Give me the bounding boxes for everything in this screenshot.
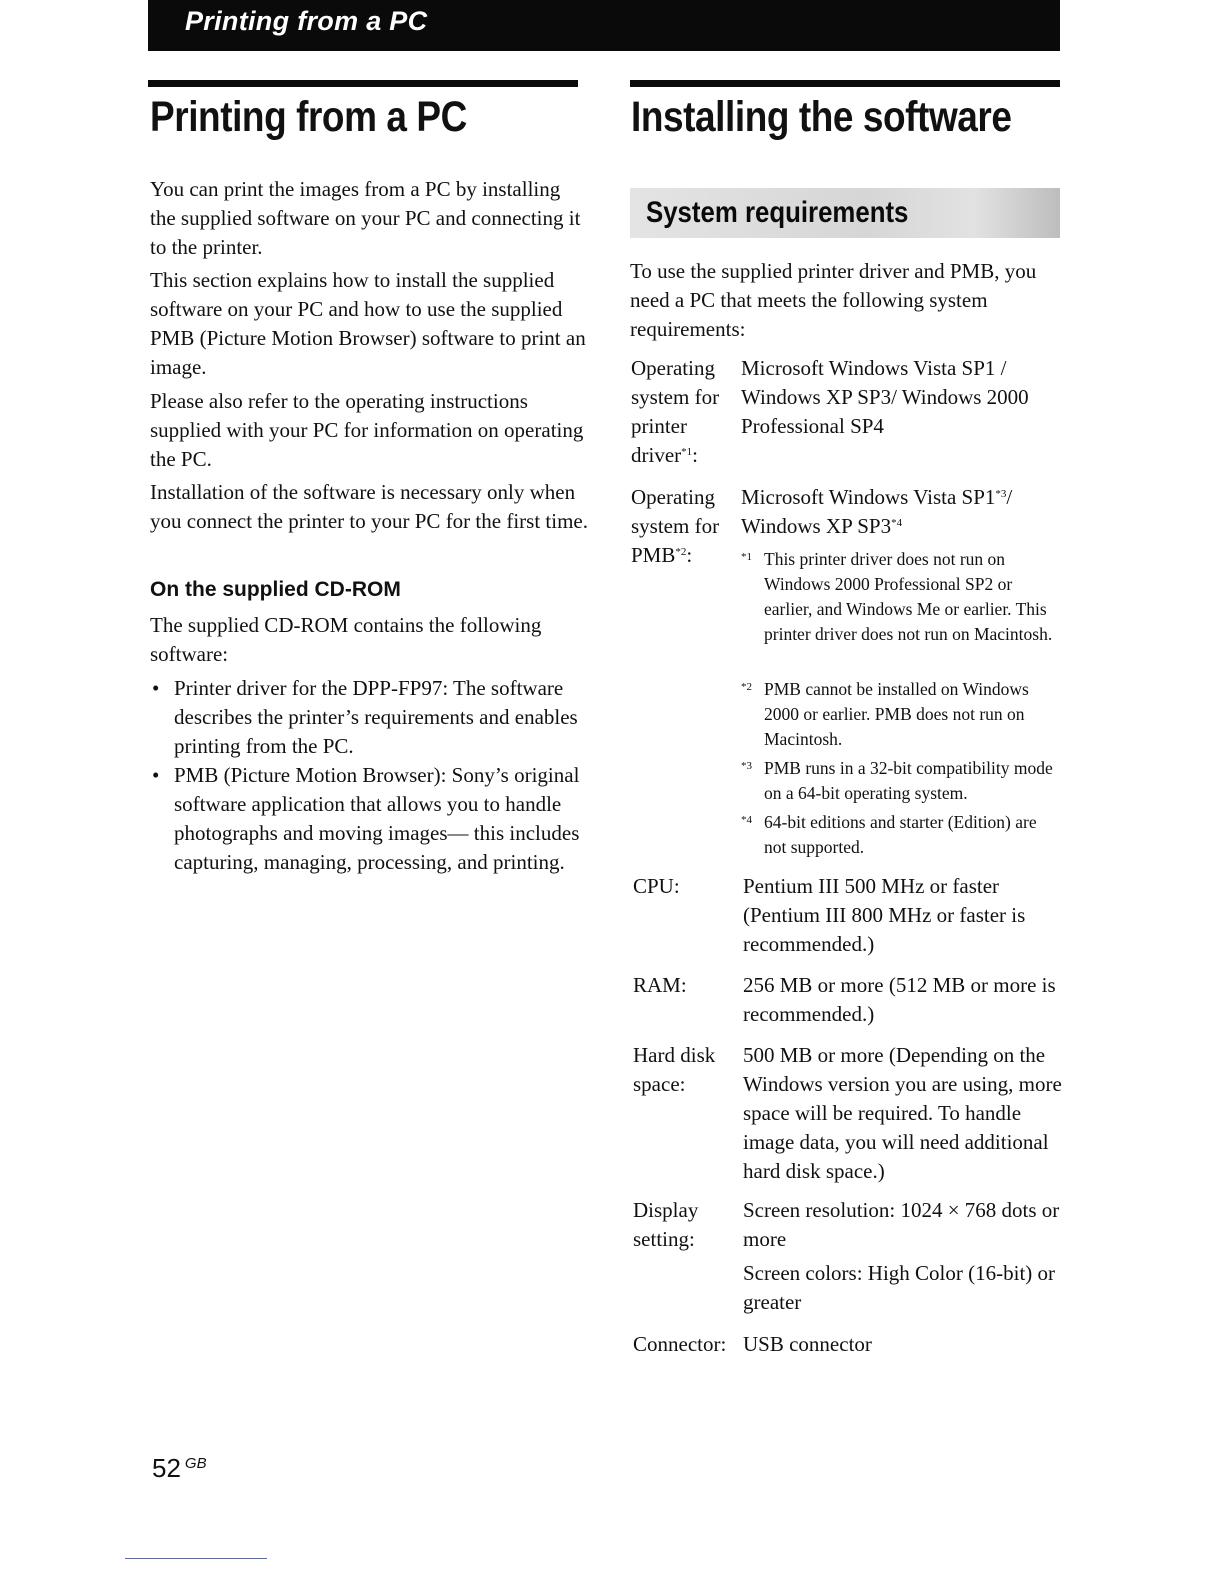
page-number: 52 $^{GB}$	[152, 1453, 207, 1483]
display-resolution-value: Screen resolution: 1024 × 768 dots or more	[743, 1198, 1060, 1251]
right-page-title: Installing the software	[631, 93, 1012, 141]
os-pmb-label: Operating system for PMB$^{*2}$:	[631, 485, 720, 567]
ram-label: RAM:	[633, 973, 687, 997]
connector-value: USB connector	[743, 1332, 872, 1356]
list-item-pmb: • PMB (Picture Motion Browser): Sony’s original software application that allows you to handle photographs and moving images— this includes capturing, managing, processing, and printing.	[150, 761, 590, 877]
requirements-intro: To use the supplied printer driver and PMB, you need a PC that meets the following system requirements:	[630, 259, 1037, 341]
left-page-title: Printing from a PC	[150, 93, 467, 141]
footnote-2: *2 PMB cannot be installed on Windows 2000 or earlier. PMB does not run on Macintosh.	[741, 679, 1029, 749]
right-heading-rule	[630, 80, 1060, 87]
disk-label: Hard disk space:	[633, 1043, 716, 1096]
cdrom-subheading: On the supplied CD-ROM	[150, 578, 401, 601]
display-label: Display setting:	[633, 1198, 699, 1251]
connector-label: Connector:	[633, 1332, 727, 1356]
intro-paragraph-3: Please also refer to the operating instructions supplied with your PC for information on operating the PC.	[150, 389, 584, 471]
disk-value: 500 MB or more (Depending on the Windows version you are using, more space will be required. To handle image data, you will need additional hard disk space.)	[743, 1043, 1062, 1183]
region-code: GB	[184, 1455, 207, 1472]
cpu-value: Pentium III 500 MHz or faster (Pentium III 800 MHz or faster is recommended.)	[743, 874, 1026, 956]
intro-paragraph-2: This section explains how to install the supplied software on your PC and how to use the supplied PMB (Picture Motion Browser) software to print an image.	[150, 268, 586, 379]
cdrom-intro: The supplied CD-ROM contains the following software:	[150, 613, 542, 666]
section-header-title: Printing from a PC	[185, 6, 428, 36]
os-driver-value: Microsoft Windows Vista SP1 / Windows XP SP3/ Windows 2000 Professional SP4	[741, 356, 1029, 438]
cpu-label: CPU:	[633, 874, 680, 898]
ram-value: 256 MB or more (512 MB or more is recommended.)	[743, 973, 1056, 1026]
os-driver-label: Operating system for printer driver$^{*1}$:	[631, 356, 720, 467]
system-requirements-heading: System requirements	[646, 196, 909, 229]
footer-line	[125, 1558, 267, 1559]
left-heading-rule	[148, 80, 578, 87]
intro-paragraph-4: Installation of the software is necessary only when you connect the printer to your PC for the first time.	[150, 480, 588, 533]
os-pmb-value: Microsoft Windows Vista SP1$^{*3}$/ Windows XP SP3$^{*4}$	[741, 485, 1013, 538]
system-requirements-band	[630, 188, 1060, 238]
section-header-bar	[148, 0, 1060, 51]
list-item-printer-driver: • Printer driver for the DPP-FP97: The software describes the printer’s requirements and enables printing from the PC.	[150, 674, 590, 761]
footnote-1: *1 This printer driver does not run on Windows 2000 Professional SP2 or earlier, and Windows Me or earlier. This printer driver does not run on Macintosh.	[741, 549, 1053, 644]
footnote-4: *4 64-bit editions and starter (Edition) are not supported.	[741, 812, 1037, 857]
footnote-3: *3 PMB runs in a 32-bit compatibility mode on a 64-bit operating system.	[741, 758, 1053, 803]
intro-paragraph-1: You can print the images from a PC by installing the supplied software on your PC and connecting it to the printer.	[150, 177, 581, 259]
software-list	[150, 674, 590, 877]
display-colors-value: Screen colors: High Color (16-bit) or greater	[743, 1261, 1056, 1314]
